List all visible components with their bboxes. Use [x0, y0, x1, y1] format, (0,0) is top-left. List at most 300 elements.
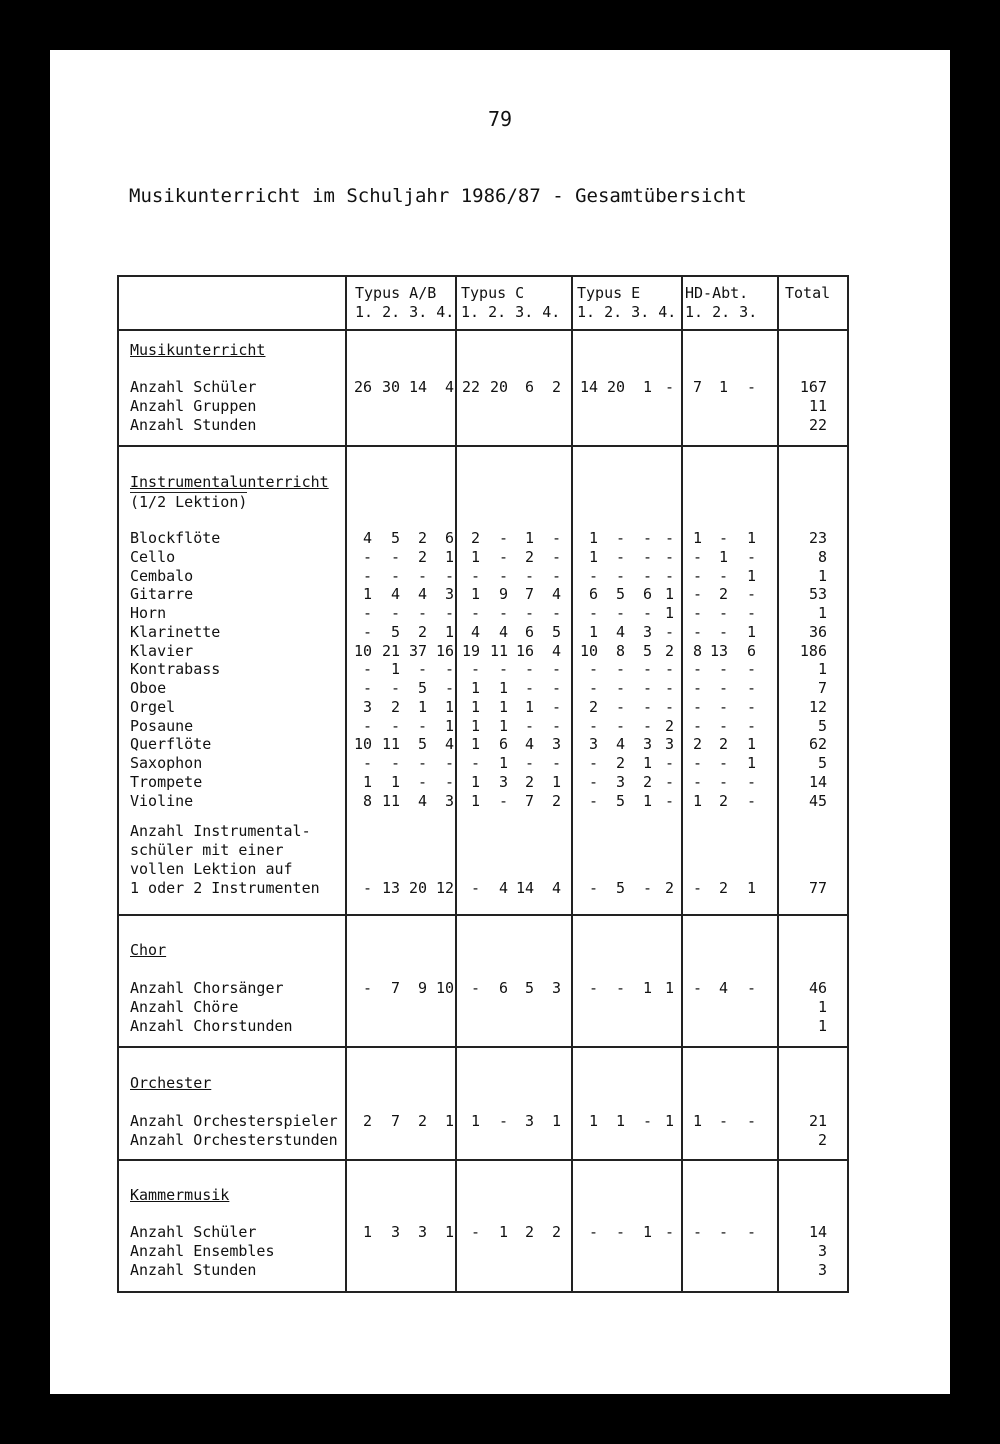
row-value: 11: [381, 792, 400, 810]
row-value: 2: [417, 623, 427, 641]
row-value: -: [692, 979, 702, 997]
row-total: 36: [808, 623, 827, 641]
row-value: -: [746, 679, 756, 697]
row-value: -: [664, 773, 674, 791]
note-value: 20: [408, 879, 427, 897]
row-value: -: [718, 679, 728, 697]
row-value: 30: [381, 378, 400, 396]
section-title: Musikunterricht: [130, 341, 266, 359]
row-value: -: [588, 717, 598, 735]
row-value: -: [642, 604, 652, 622]
row-value: 1: [417, 698, 427, 716]
row-value: 6: [642, 585, 652, 603]
note-value: -: [642, 879, 652, 897]
row-value: 1: [470, 1112, 480, 1130]
row-value: 7: [390, 1112, 400, 1130]
row-label: Oboe: [130, 679, 167, 697]
note-total: 77: [808, 879, 827, 897]
row-value: -: [362, 754, 372, 772]
row-value: -: [470, 660, 480, 678]
note-value: 4: [551, 879, 561, 897]
row-value: -: [588, 1223, 598, 1241]
row-total: 14: [808, 1223, 827, 1241]
row-value: 1: [390, 773, 400, 791]
row-label: Horn: [130, 604, 167, 622]
row-value: 4: [615, 735, 625, 753]
row-label: Blockflöte: [130, 529, 221, 547]
row-label: Klavier: [130, 642, 194, 660]
row-label: Anzahl Chöre: [130, 998, 239, 1016]
row-value: 3: [444, 792, 454, 810]
row-value: 1: [470, 679, 480, 697]
row-value: 14: [579, 378, 598, 396]
row-value: -: [470, 1223, 480, 1241]
row-value: 3: [444, 585, 454, 603]
row-value: 4: [362, 529, 372, 547]
column-divider: [571, 275, 573, 1291]
row-label: Anzahl Schüler: [130, 378, 257, 396]
row-value: 1: [390, 660, 400, 678]
row-value: 19: [461, 642, 480, 660]
row-value: -: [417, 567, 427, 585]
row-value: 4: [470, 623, 480, 641]
row-value: 1: [746, 529, 756, 547]
row-value: -: [390, 679, 400, 697]
note-value: -: [470, 879, 480, 897]
row-value: -: [692, 585, 702, 603]
row-value: 2: [551, 378, 561, 396]
row-value: -: [664, 660, 674, 678]
section-subtitle: (1/2 Lektion): [130, 493, 248, 511]
column-divider: [777, 275, 779, 1291]
row-value: 4: [524, 735, 534, 753]
row-value: 1: [746, 567, 756, 585]
row-value: 1: [551, 773, 561, 791]
row-value: 3: [551, 979, 561, 997]
row-value: -: [498, 792, 508, 810]
row-value: 3: [362, 698, 372, 716]
row-value: -: [390, 754, 400, 772]
row-value: -: [417, 604, 427, 622]
row-value: 2: [417, 1112, 427, 1130]
row-value: 16: [435, 642, 454, 660]
row-total: 1: [817, 660, 827, 678]
row-value: 2: [524, 1223, 534, 1241]
rule-after-orchester: [117, 1159, 849, 1161]
row-value: 2: [588, 698, 598, 716]
row-value: -: [692, 773, 702, 791]
row-value: -: [417, 754, 427, 772]
row-value: 1: [642, 754, 652, 772]
row-value: 4: [498, 623, 508, 641]
table-bottom-border: [117, 1291, 849, 1293]
row-value: -: [551, 679, 561, 697]
row-value: 1: [588, 529, 598, 547]
row-value: 1: [444, 1223, 454, 1241]
row-value: -: [692, 604, 702, 622]
row-value: -: [551, 754, 561, 772]
row-value: 5: [615, 792, 625, 810]
row-total: 5: [817, 754, 827, 772]
row-value: 1: [746, 623, 756, 641]
row-label: Violine: [130, 792, 194, 810]
row-value: 4: [551, 642, 561, 660]
row-value: -: [746, 585, 756, 603]
note-value: 4: [498, 879, 508, 897]
row-value: 1: [498, 717, 508, 735]
note-line: 1 oder 2 Instrumenten: [130, 879, 320, 897]
header-total: Total: [785, 284, 831, 302]
row-total: 45: [808, 792, 827, 810]
row-value: 1: [470, 792, 480, 810]
row-value: -: [746, 773, 756, 791]
row-value: 7: [524, 585, 534, 603]
header-group-name: HD-Abt.: [685, 284, 749, 302]
note-value: -: [692, 879, 702, 897]
row-label: Posaune: [130, 717, 194, 735]
row-value: 1: [718, 378, 728, 396]
row-value: 1: [664, 979, 674, 997]
row-value: 7: [524, 792, 534, 810]
note-value: 2: [718, 879, 728, 897]
row-value: 7: [692, 378, 702, 396]
row-value: -: [588, 679, 598, 697]
column-divider: [345, 275, 347, 1291]
row-value: 6: [498, 979, 508, 997]
row-value: 2: [551, 792, 561, 810]
row-value: -: [692, 1223, 702, 1241]
document-page: [50, 50, 950, 1394]
row-value: -: [444, 679, 454, 697]
row-value: -: [692, 567, 702, 585]
row-value: 1: [362, 773, 372, 791]
note-value: -: [588, 879, 598, 897]
row-value: 5: [417, 679, 427, 697]
row-value: -: [664, 567, 674, 585]
row-value: -: [718, 717, 728, 735]
row-value: -: [664, 792, 674, 810]
row-label: Anzahl Schüler: [130, 1223, 257, 1241]
row-total: 3: [817, 1242, 827, 1260]
row-label: Anzahl Stunden: [130, 416, 257, 434]
row-value: 1: [470, 717, 480, 735]
row-value: -: [362, 679, 372, 697]
row-value: 1: [642, 378, 652, 396]
row-value: -: [498, 567, 508, 585]
row-total: 1: [817, 567, 827, 585]
row-value: 11: [381, 735, 400, 753]
row-value: -: [498, 529, 508, 547]
row-value: 5: [390, 529, 400, 547]
row-value: -: [718, 567, 728, 585]
row-value: 20: [606, 378, 625, 396]
row-value: 1: [588, 1112, 598, 1130]
section-title: Orchester: [130, 1074, 212, 1092]
row-value: 8: [362, 792, 372, 810]
row-value: 2: [417, 529, 427, 547]
row-value: 2: [692, 735, 702, 753]
rule-after-chor: [117, 1046, 849, 1048]
row-value: 1: [498, 698, 508, 716]
row-value: 1: [524, 529, 534, 547]
row-label: Cello: [130, 548, 176, 566]
table-right-border: [847, 275, 849, 1293]
row-value: 4: [417, 585, 427, 603]
row-value: 4: [718, 979, 728, 997]
row-value: -: [390, 567, 400, 585]
row-value: -: [551, 660, 561, 678]
row-value: 1: [664, 1112, 674, 1130]
row-value: -: [692, 698, 702, 716]
row-value: 1: [588, 548, 598, 566]
row-value: -: [444, 604, 454, 622]
row-value: -: [588, 979, 598, 997]
row-value: -: [718, 529, 728, 547]
row-value: 3: [417, 1223, 427, 1241]
row-value: 5: [642, 642, 652, 660]
note-line: vollen Lektion auf: [130, 860, 293, 878]
row-value: -: [444, 773, 454, 791]
row-value: 16: [515, 642, 534, 660]
row-value: -: [444, 660, 454, 678]
row-value: -: [470, 754, 480, 772]
row-value: -: [524, 679, 534, 697]
row-value: -: [417, 717, 427, 735]
row-value: -: [615, 679, 625, 697]
row-total: 62: [808, 735, 827, 753]
row-value: 1: [470, 585, 480, 603]
row-total: 22: [808, 416, 827, 434]
row-value: 1: [615, 1112, 625, 1130]
row-value: 2: [524, 773, 534, 791]
row-value: -: [692, 679, 702, 697]
row-value: -: [692, 623, 702, 641]
row-total: 5: [817, 717, 827, 735]
row-value: 1: [498, 754, 508, 772]
row-value: 3: [588, 735, 598, 753]
row-value: -: [362, 567, 372, 585]
row-value: -: [746, 548, 756, 566]
row-value: 2: [390, 698, 400, 716]
row-value: -: [524, 660, 534, 678]
row-value: -: [362, 979, 372, 997]
row-value: 5: [390, 623, 400, 641]
row-value: -: [444, 567, 454, 585]
row-value: -: [642, 660, 652, 678]
row-value: -: [615, 604, 625, 622]
row-value: -: [692, 548, 702, 566]
row-value: -: [551, 717, 561, 735]
row-value: -: [524, 604, 534, 622]
note-value: 13: [381, 879, 400, 897]
row-value: -: [588, 754, 598, 772]
row-value: -: [664, 679, 674, 697]
page-number: 79: [487, 107, 513, 131]
row-value: 8: [692, 642, 702, 660]
rule-after-instrumental: [117, 914, 849, 916]
row-value: 2: [524, 548, 534, 566]
header-group-name: Typus E: [577, 284, 641, 302]
row-value: -: [390, 717, 400, 735]
row-value: -: [417, 773, 427, 791]
row-value: -: [588, 773, 598, 791]
row-value: 1: [470, 773, 480, 791]
table-left-border: [117, 275, 119, 1293]
row-value: -: [588, 604, 598, 622]
row-value: 3: [498, 773, 508, 791]
row-total: 1: [817, 604, 827, 622]
row-value: 2: [718, 585, 728, 603]
row-value: -: [524, 567, 534, 585]
row-total: 2: [817, 1131, 827, 1149]
row-value: 1: [470, 698, 480, 716]
row-value: 7: [390, 979, 400, 997]
row-value: 2: [551, 1223, 561, 1241]
row-label: Gitarre: [130, 585, 194, 603]
row-value: 1: [470, 735, 480, 753]
row-value: 3: [642, 623, 652, 641]
row-value: 2: [615, 754, 625, 772]
row-value: -: [642, 548, 652, 566]
row-total: 23: [808, 529, 827, 547]
row-value: -: [390, 548, 400, 566]
header-group-name: Typus A/B: [355, 284, 437, 302]
row-value: 9: [498, 585, 508, 603]
header-group-years: 1. 2. 3.: [685, 303, 758, 321]
row-value: -: [417, 660, 427, 678]
row-total: 1: [817, 998, 827, 1016]
header-group-years: 1. 2. 3. 4.: [577, 303, 677, 321]
row-value: 2: [664, 642, 674, 660]
row-value: 2: [470, 529, 480, 547]
row-value: 1: [444, 548, 454, 566]
section-title: Instrumentalunterricht: [130, 473, 329, 491]
row-value: -: [615, 548, 625, 566]
note-value: 2: [664, 879, 674, 897]
row-total: 7: [817, 679, 827, 697]
row-total: 53: [808, 585, 827, 603]
row-value: 4: [444, 735, 454, 753]
row-label: Anzahl Stunden: [130, 1261, 257, 1279]
row-label: Orgel: [130, 698, 176, 716]
row-value: -: [718, 754, 728, 772]
row-value: -: [746, 717, 756, 735]
row-label: Anzahl Orchesterspieler: [130, 1112, 338, 1130]
row-value: 6: [524, 378, 534, 396]
row-value: -: [746, 378, 756, 396]
row-label: Klarinette: [130, 623, 221, 641]
row-value: -: [664, 698, 674, 716]
row-value: 3: [524, 1112, 534, 1130]
row-value: 14: [408, 378, 427, 396]
row-value: -: [498, 548, 508, 566]
row-value: -: [664, 754, 674, 772]
row-value: 1: [362, 585, 372, 603]
row-value: -: [664, 529, 674, 547]
row-value: -: [664, 623, 674, 641]
row-value: 3: [551, 735, 561, 753]
row-value: -: [551, 567, 561, 585]
row-value: 10: [579, 642, 598, 660]
row-label: Cembalo: [130, 567, 194, 585]
row-value: -: [664, 548, 674, 566]
row-value: 3: [615, 773, 625, 791]
row-value: 1: [692, 529, 702, 547]
row-value: -: [718, 623, 728, 641]
row-value: -: [718, 660, 728, 678]
row-value: -: [615, 979, 625, 997]
row-value: 1: [718, 548, 728, 566]
note-line: Anzahl Instrumental-: [130, 822, 311, 840]
row-value: 37: [408, 642, 427, 660]
row-value: -: [642, 567, 652, 585]
row-value: -: [362, 548, 372, 566]
row-value: 6: [524, 623, 534, 641]
row-label: Anzahl Chorstunden: [130, 1017, 293, 1035]
row-total: 8: [817, 548, 827, 566]
rule-after-musikunterricht: [117, 445, 849, 447]
row-value: -: [642, 1112, 652, 1130]
row-value: 1: [498, 1223, 508, 1241]
row-value: -: [718, 1112, 728, 1130]
row-value: -: [524, 754, 534, 772]
row-value: 1: [642, 792, 652, 810]
row-value: -: [746, 1223, 756, 1241]
row-value: 1: [746, 735, 756, 753]
row-value: 1: [692, 1112, 702, 1130]
row-value: -: [362, 660, 372, 678]
row-value: -: [692, 754, 702, 772]
row-value: 10: [435, 979, 454, 997]
row-value: 4: [444, 378, 454, 396]
row-value: 4: [417, 792, 427, 810]
row-value: 1: [664, 604, 674, 622]
row-total: 21: [808, 1112, 827, 1130]
table-top-border: [117, 275, 849, 277]
row-total: 14: [808, 773, 827, 791]
row-value: 1: [524, 698, 534, 716]
row-value: -: [642, 529, 652, 547]
row-value: 6: [444, 529, 454, 547]
row-value: -: [664, 378, 674, 396]
row-value: 1: [444, 717, 454, 735]
row-value: -: [718, 1223, 728, 1241]
row-total: 186: [799, 642, 827, 660]
row-value: 4: [615, 623, 625, 641]
row-value: 1: [642, 979, 652, 997]
row-value: -: [498, 1112, 508, 1130]
row-total: 46: [808, 979, 827, 997]
row-value: 1: [444, 698, 454, 716]
row-value: 6: [588, 585, 598, 603]
row-value: 1: [746, 754, 756, 772]
row-label: Querflöte: [130, 735, 212, 753]
row-value: 1: [551, 1112, 561, 1130]
section-title: Kammermusik: [130, 1186, 230, 1204]
row-value: -: [718, 698, 728, 716]
row-value: 1: [444, 1112, 454, 1130]
section-title: Chor: [130, 941, 167, 959]
row-value: -: [746, 660, 756, 678]
row-value: -: [746, 1112, 756, 1130]
row-value: 1: [498, 679, 508, 697]
row-value: -: [746, 604, 756, 622]
row-label: Anzahl Chorsänger: [130, 979, 284, 997]
row-value: 13: [709, 642, 728, 660]
row-value: 26: [353, 378, 372, 396]
row-value: 5: [551, 623, 561, 641]
row-label: Trompete: [130, 773, 203, 791]
